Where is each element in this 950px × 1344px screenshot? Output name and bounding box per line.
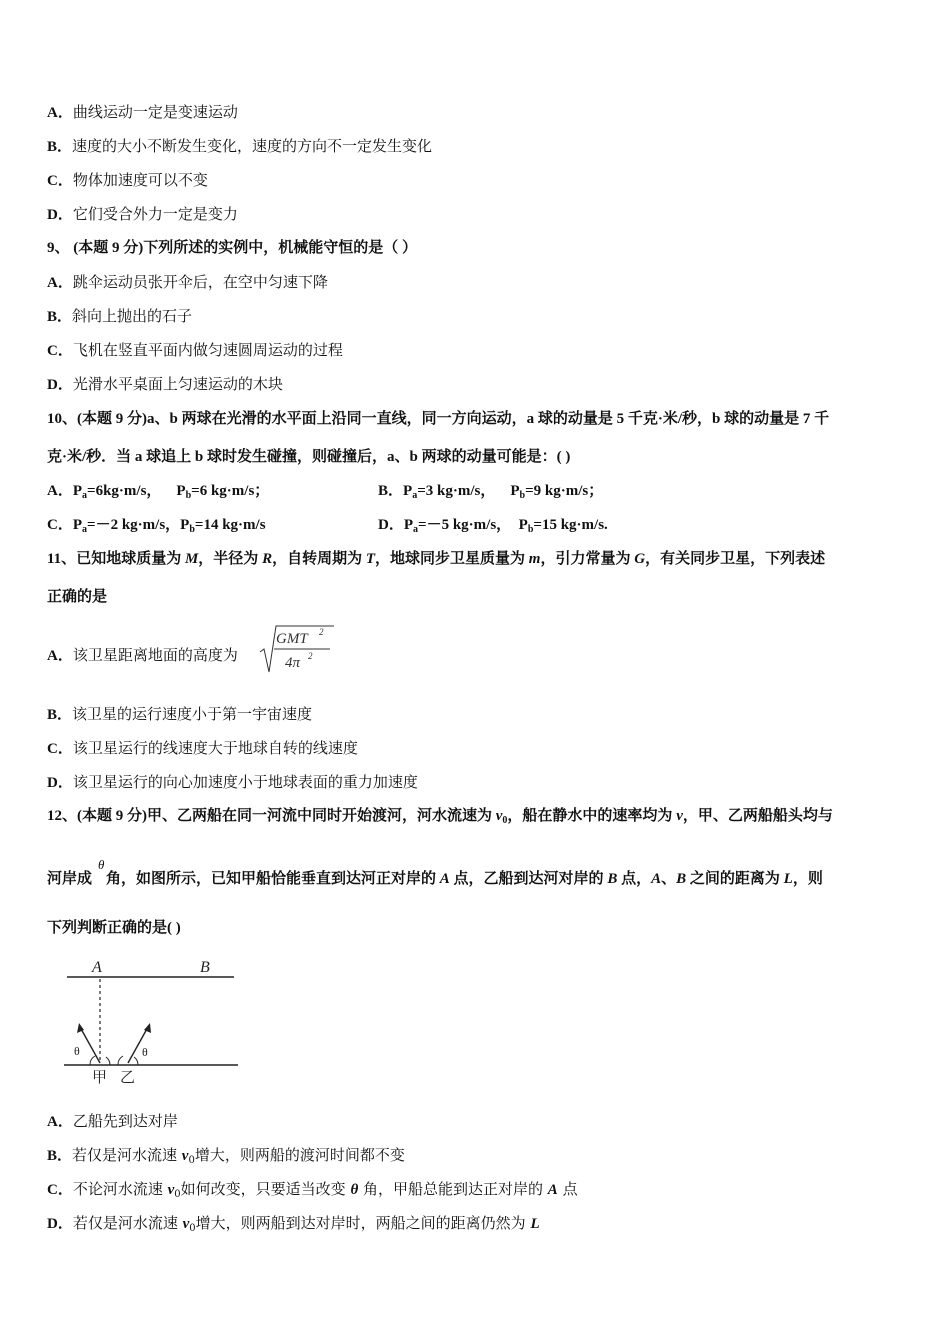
q8-option-d: D．它们受合外力一定是变力	[47, 205, 238, 223]
formula-numerator-exp: 2	[319, 627, 324, 637]
q12-stem-line2: 河岸成 角，如图所示，已知甲船恰能垂直到达河正对岸的 A 点，乙船到达河对岸的 B 点，A、B 之间的距离为 L，则	[47, 871, 823, 887]
q10-option-b: B．$P_a=3$ kg·m/s， $P_b=9$ kg·m/s；	[378, 483, 604, 501]
q8-option-c: C．物体加速度可以不变	[47, 171, 208, 189]
q12-stem-line3: 下列判断正确的是( )	[47, 920, 181, 936]
q11-stem-line2: 正确的是	[47, 589, 108, 605]
theta-symbol: θ	[98, 857, 105, 872]
q11-option-d: D．该卫星运行的向心加速度小于地球表面的重力加速度	[47, 773, 418, 791]
q10-option-a: A．$P_a=6kg\cdot m/s$， $P_b=6$ kg·m/s；	[47, 483, 270, 501]
point-b-label: B	[200, 959, 210, 976]
angle-arc-yi	[134, 1057, 138, 1065]
angle-arc-jia	[90, 1056, 95, 1065]
boat-yi-label: 乙	[120, 1068, 136, 1086]
q11-option-b: B．该卫星的运行速度小于第一宇宙速度	[47, 705, 313, 723]
q12-option-d: D．若仅是河水流速 $v_0$增大，则两船到达对岸时，两船之间的距离仍然为 L	[47, 1214, 540, 1234]
theta-right-label: θ	[142, 1045, 148, 1059]
q11-sqrt-formula	[258, 622, 338, 676]
q9-option-b: B．斜向上抛出的石子	[47, 307, 193, 325]
angle-arc-jia-right	[106, 1057, 110, 1065]
q10-option-c: C．$P_a=-2$ kg·m/s，$P_b=14$ kg·m/s	[47, 517, 266, 535]
formula-denominator: 4π	[285, 655, 301, 671]
theta-left-label: θ	[74, 1044, 80, 1058]
formula-denominator-exp: 2	[308, 651, 313, 661]
q9-stem: 9、 (本题 9 分)下列所述的实例中，机械能守恒的是（ ）	[47, 240, 417, 256]
formula-numerator: GMT	[276, 631, 308, 647]
q9-option-d: D．光滑水平桌面上匀速运动的木块	[47, 375, 283, 393]
q8-option-a: A．曲线运动一定是变速运动	[47, 103, 238, 121]
q9-option-c: C．飞机在竖直平面内做匀速圆周运动的过程	[47, 341, 343, 359]
q12-stem-line1: 12、(本题 9 分)甲、乙两船在同一河流中同时开始渡河，河水流速为 $v_0$，船在静水中的速率均为 v，甲、乙两船船头均与	[47, 808, 833, 826]
q12-option-c: C．不论河水流速 $v_0$如何改变，只要适当改变 θ 角，甲船总能到达正对岸的 A 点	[47, 1180, 578, 1200]
point-a-label: A	[92, 959, 102, 976]
q10-stem-line1: 10、(本题 9 分)a、b 两球在光滑的水平面上沿同一直线，同一方向运动，a 球的动量是 5 千克·米/秒，b 球的动量是 7 千	[47, 411, 830, 427]
q9-option-a: A．跳伞运动员张开伞后，在空中匀速下降	[47, 273, 328, 291]
boat-jia-velocity-arrow	[80, 1027, 100, 1063]
q8-option-b: B．速度的大小不断发生变化，速度的方向不一定发生变化	[47, 137, 433, 155]
q10-option-d: D．$P_a=-5$ kg·m/s， $P_b=15$ kg·m/s.	[378, 517, 608, 535]
angle-arc-yi-left	[118, 1056, 123, 1065]
q11-stem-line1: 11、已知地球质量为 M，半径为 R，自转周期为 T，地球同步卫星质量为 m，引力常量为 G，有关同步卫星，下列表述	[47, 551, 826, 567]
boat-jia-label: 甲	[92, 1068, 108, 1086]
q11-option-c: C．该卫星运行的线速度大于地球自转的线速度	[47, 739, 358, 757]
river-crossing-figure	[62, 955, 242, 1090]
q12-option-a: A．乙船先到达对岸	[47, 1112, 178, 1130]
q12-option-b: B．若仅是河水流速 $v_0$增大，则两船的渡河时间都不变	[47, 1146, 405, 1166]
q10-stem-line2: 克·米/秒．当 a 球追上 b 球时发生碰撞，则碰撞后，a、b 两球的动量可能是：( )	[47, 449, 571, 465]
q11-option-a: A．该卫星距离地面的高度为	[47, 646, 238, 664]
